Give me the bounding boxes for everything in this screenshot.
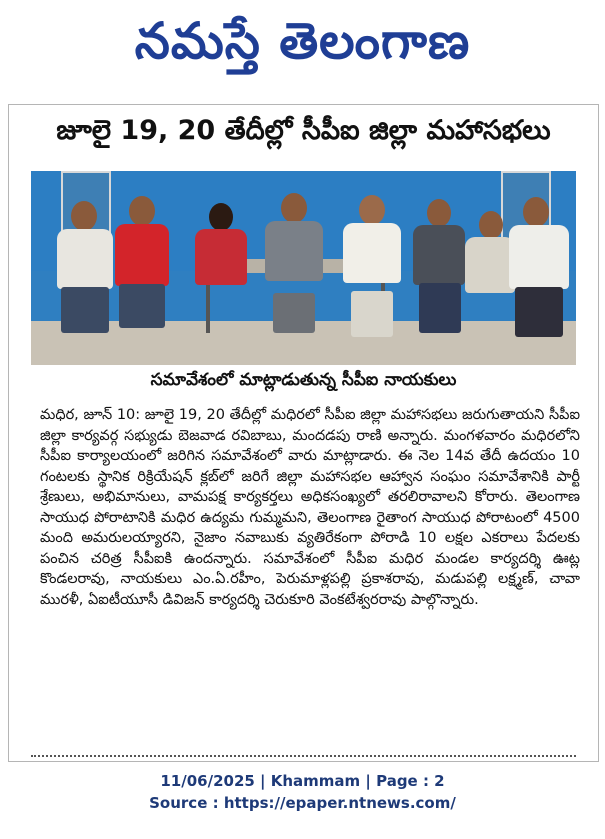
page-footer xyxy=(0,770,605,814)
article-body: మధిర, జూన్ 10: జూలై 19, 20 తేదీల్లో మధిరలో సీపీఐ జిల్లా మహాసభలు జరుగుతాయని సీపీఐ జిల్లా కార్యవర్గ సభ్యుడు బెజవాడ రవిబాబు, మందడపు రాణి అన్నారు. మంగళవారం మధిరలోని సీపీఐ కార్యాలయంలో జరిగిన సమావేశంలో వారు మాట్లాడారు. ఈ నెల 14వ తేదీ ఉదయం 10 గంటలకు స్థానిక రిక్రియేషన్ క్లబ్‌లో జరిగే జిల్లా మహాసభల ఆహ్వాన సంఘం సమావేశానికి పార్టీ శ్రేణులు, అభిమానులు, వామపక్ష కార్యకర్తలు అధికసంఖ్యలో తరలిరావాలని కోరారు. తెలంగాణ సాయుధ పోరాటానికి మధిర ఉద్యమ గుమ్మమని, తెలంగాణ రైతాంగ సాయుధ పోరాటంలో 4500 మంది అమరులయ్యారని, నైజాం నవాబుకు వ్యతిరేకంగా పోరాడి 10 లక్షల ఎకరాలు పేదలకు పంచిన చరిత్ర సీపీఐకి ఉందన్నారు. సమావేశంలో సీపీఐ మధిర మండల కార్యదర్శి ఊట్ల కొండలరావు, నాయకులు ఎం.ఏ.రహీం, పెరుమాళ్లపల్లి ప్రకాశరావు, మడుపల్లి లక్ష్మణ్, చావా మురళీ, ఏఐటీయూసీ డివిజన్ కార్యదర్శి చెరుకూరి వెంకటేశ్వరరావు పాల్గొన్నారు. xyxy=(40,407,580,608)
footer-source: Source : https://epaper.ntnews.com/ xyxy=(149,794,456,812)
newspaper-logo: నమస్తే తెలంగాణ xyxy=(134,12,471,70)
photo-caption: సమావేశంలో మాట్లాడుతున్న సీపీఐ నాయకులు xyxy=(150,370,457,390)
masthead xyxy=(0,0,605,95)
article-headline: జూలై 19, 20 తేదీల్లో సీపీఐ జిల్లా మహాసభలు xyxy=(56,115,551,146)
article-photo xyxy=(31,171,576,365)
clipping-cut-edge xyxy=(31,755,576,762)
footer-date-edition: 11/06/2025 | Khammam | Page : 2 xyxy=(160,772,445,790)
news-clipping xyxy=(8,104,599,762)
